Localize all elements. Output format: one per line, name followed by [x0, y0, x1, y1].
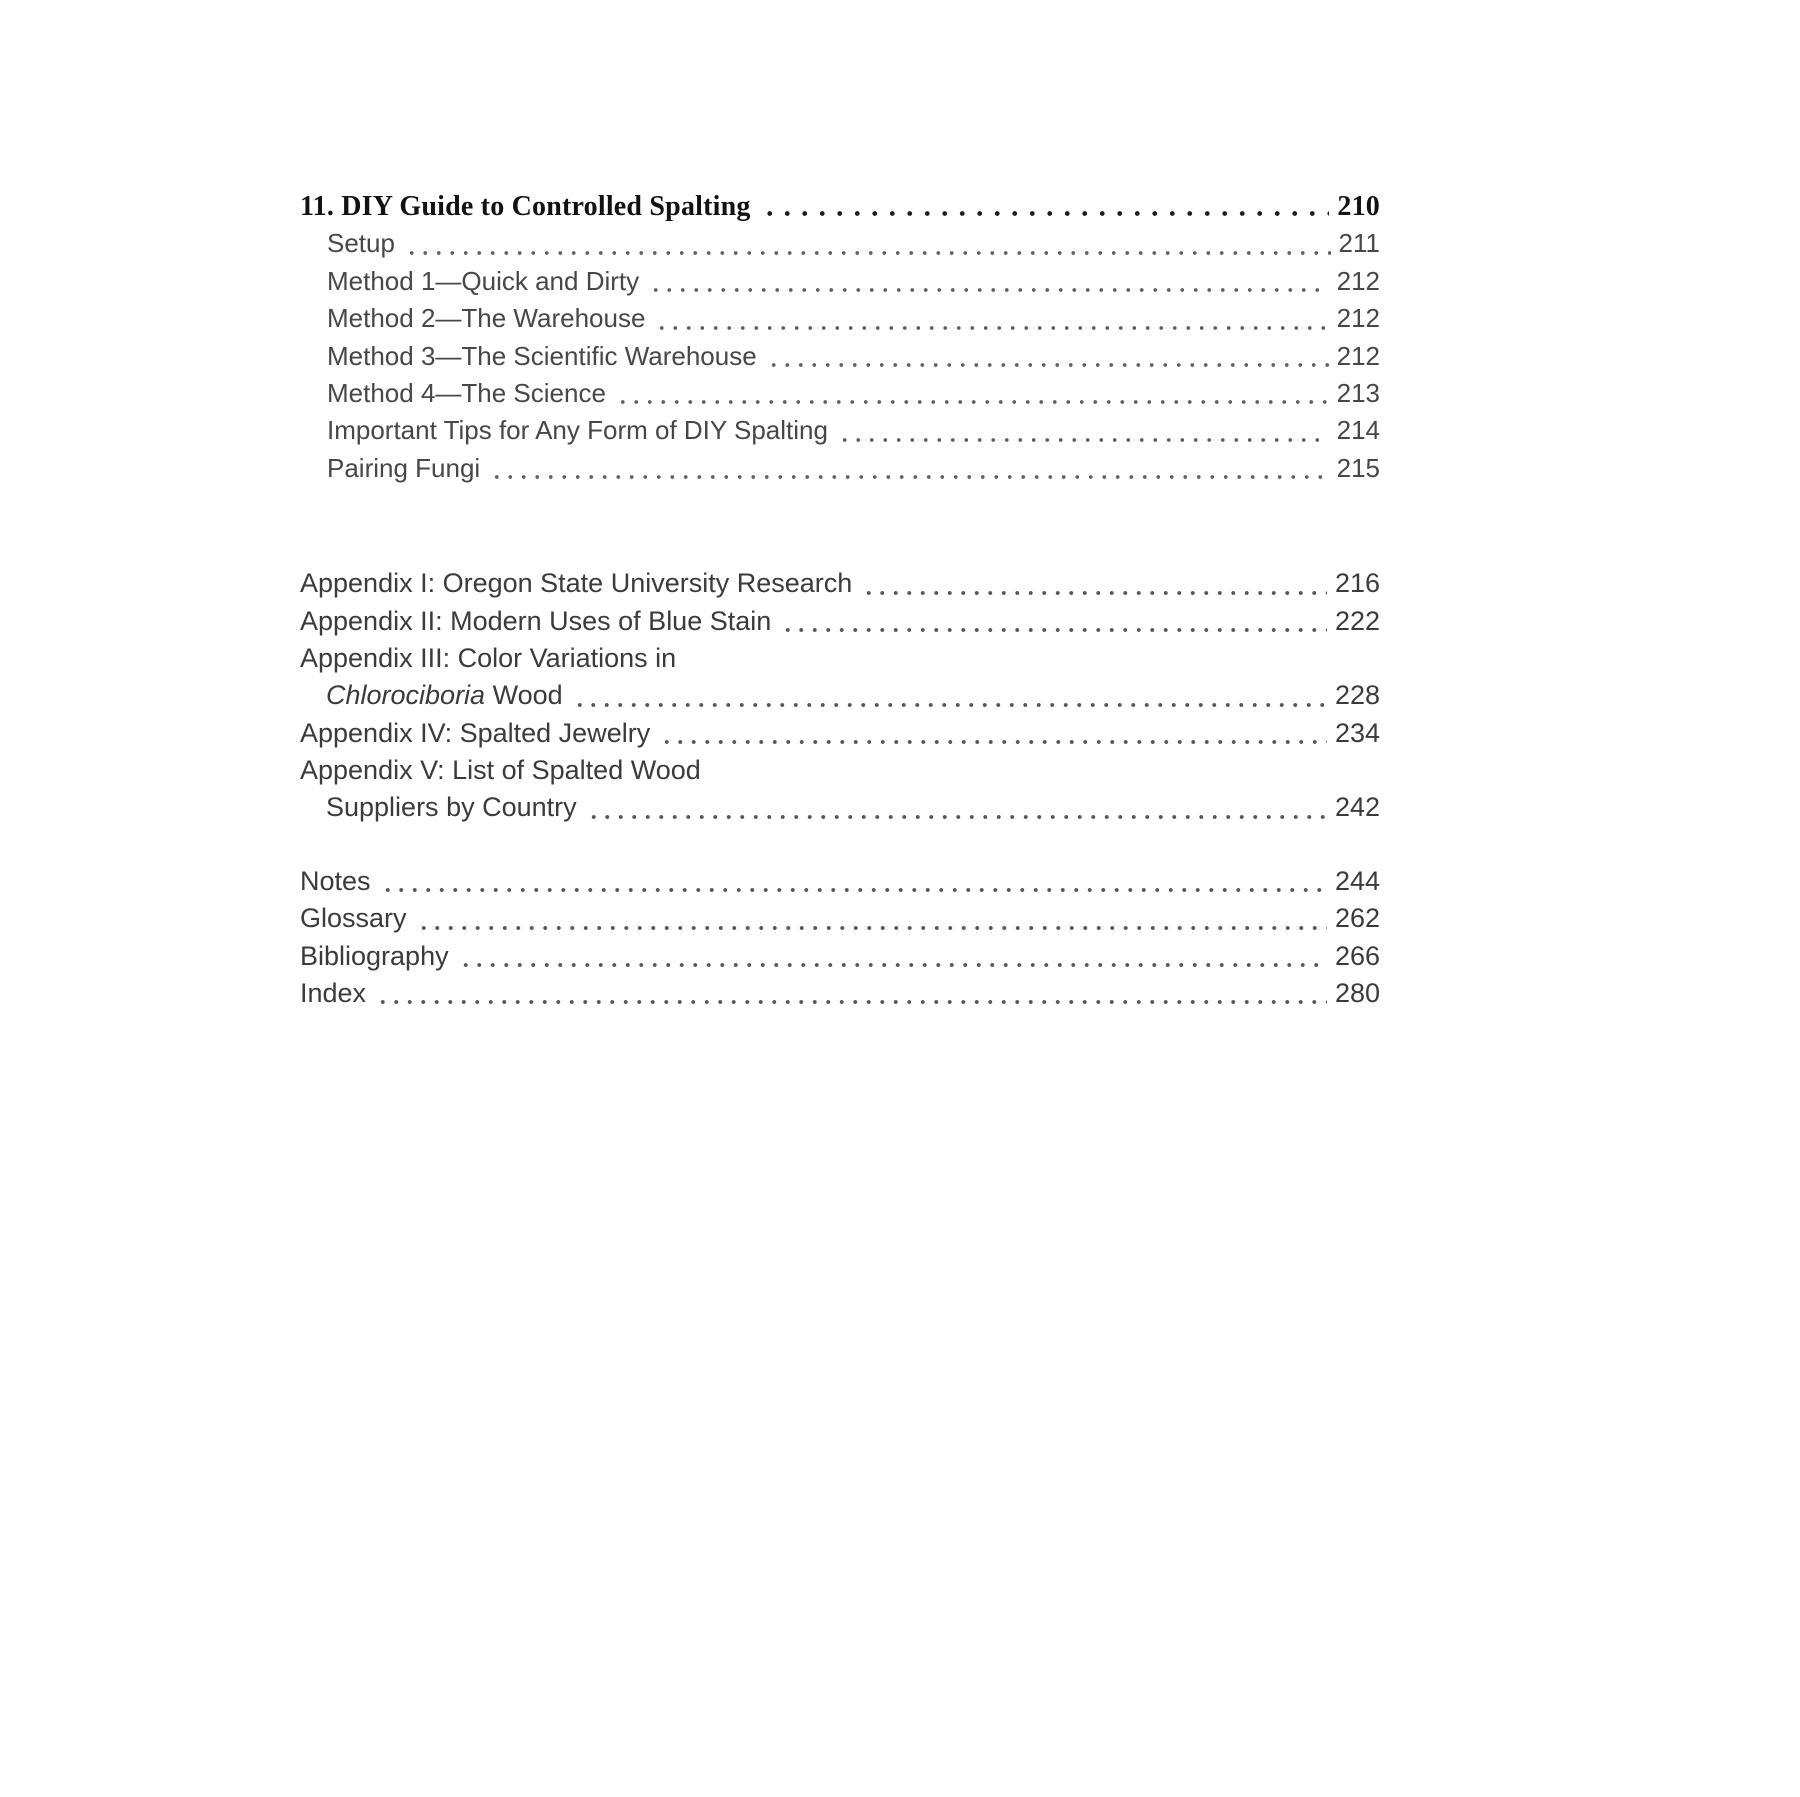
toc-item-label: Index [300, 978, 367, 1009]
leader-dots [417, 900, 1327, 937]
toc-item-label: Appendix III: Color Variations in [300, 642, 677, 673]
toc-item-label: Method 4—The Science [327, 377, 606, 408]
leader-dots [381, 863, 1327, 900]
toc-item-label: Method 2—The Warehouse [327, 303, 646, 334]
toc-appendix-3-line-2 [300, 677, 1380, 714]
leader-dots [490, 450, 1328, 487]
toc-chapter-11-entry [300, 188, 1380, 225]
toc-item-label-rest: Wood [485, 680, 563, 711]
leader-dots [838, 412, 1329, 449]
toc-backmatter-index [300, 975, 1380, 1012]
leader-dots [573, 677, 1327, 714]
leader-dots [761, 188, 1330, 225]
page-number: 242 [1334, 792, 1380, 823]
toc-item-label: Glossary [300, 903, 407, 934]
toc-backmatter-glossary [300, 900, 1380, 937]
leader-dots [376, 975, 1327, 1012]
toc-backmatter-notes [300, 863, 1380, 900]
toc-chapter-11-title: 11. DIY Guide to Controlled Spalting [300, 191, 751, 222]
toc-item-label: Appendix V: List of Spalted Wood [300, 755, 701, 786]
toc-item-label: Appendix IV: Spalted Jewelry [300, 717, 651, 748]
toc-item-label: Setup [327, 228, 395, 259]
page-number: 214 [1336, 415, 1380, 446]
toc-backmatter-bibliography [300, 938, 1380, 975]
toc-appendix-2 [300, 603, 1380, 640]
leader-dots [405, 225, 1331, 262]
leader-dots [655, 300, 1328, 337]
page-number: 262 [1334, 903, 1380, 934]
toc-item-method-3 [300, 338, 1380, 375]
toc-item-method-4 [300, 375, 1380, 412]
leader-dots [459, 938, 1327, 975]
leader-dots [781, 603, 1327, 640]
page-number: 210 [1337, 191, 1380, 222]
page-number: 212 [1336, 340, 1380, 371]
leader-dots [767, 338, 1329, 375]
page-number: 222 [1334, 605, 1380, 636]
leader-dots [660, 715, 1327, 752]
toc-appendix-5-line-1 [300, 752, 1380, 789]
page-number: 211 [1338, 228, 1380, 259]
toc-item-label: Important Tips for Any Form of DIY Spalting [327, 415, 828, 446]
toc-item-label: Method 1—Quick and Dirty [327, 265, 640, 296]
page-number: 213 [1336, 377, 1380, 408]
table-of-contents [300, 188, 1380, 1012]
toc-item-label: Appendix I: Oregon State University Research [300, 568, 853, 599]
toc-item-label: Method 3—The Scientific Warehouse [327, 340, 757, 371]
toc-appendix-5-line-2 [300, 789, 1380, 826]
page-number: 212 [1336, 265, 1380, 296]
toc-item-label: Suppliers by Country [326, 792, 577, 823]
page-number: 228 [1334, 680, 1380, 711]
page-number: 216 [1334, 568, 1380, 599]
page-number: 215 [1336, 452, 1380, 483]
toc-item-label [326, 677, 563, 714]
leader-dots [649, 263, 1328, 300]
toc-item-label: Pairing Fungi [327, 452, 481, 483]
toc-item-method-1 [300, 263, 1380, 300]
page-number: 266 [1334, 940, 1380, 971]
section-gap [300, 827, 1380, 863]
page-number: 234 [1334, 717, 1380, 748]
toc-item-label: Notes [300, 865, 371, 896]
page-number: 212 [1336, 303, 1380, 334]
leader-dots [862, 565, 1327, 602]
toc-appendix-1 [300, 565, 1380, 602]
leader-dots [587, 789, 1327, 826]
page-number: 244 [1334, 865, 1380, 896]
section-gap [300, 487, 1380, 565]
toc-item-important-tips [300, 412, 1380, 449]
toc-item-pairing-fungi [300, 450, 1380, 487]
page-number: 280 [1334, 978, 1380, 1009]
toc-item-setup [300, 225, 1380, 262]
leader-dots [616, 375, 1329, 412]
toc-item-label: Appendix II: Modern Uses of Blue Stain [300, 605, 772, 636]
genus-name-italic: Chlorociboria [326, 680, 486, 711]
toc-appendix-3-line-1 [300, 640, 1380, 677]
toc-item-label: Bibliography [300, 940, 449, 971]
toc-appendix-4 [300, 715, 1380, 752]
toc-item-method-2 [300, 300, 1380, 337]
